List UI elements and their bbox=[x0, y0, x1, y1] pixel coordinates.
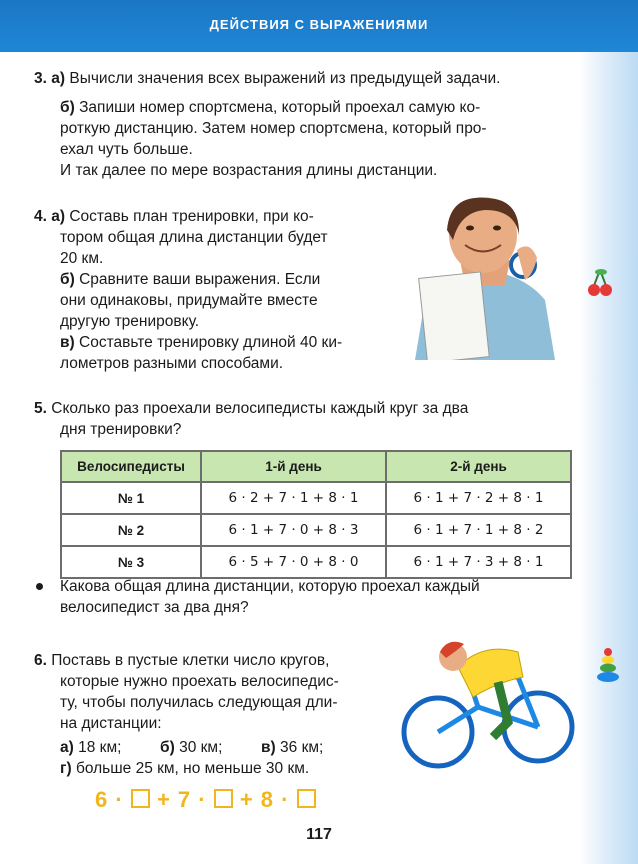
cyclist-illustration bbox=[398, 622, 578, 772]
table-row: № 3 6 · 5 + 7 · 0 + 8 · 0 6 · 1 + 7 · 3 + 8 · 1 bbox=[61, 546, 571, 578]
blank-box[interactable] bbox=[131, 789, 150, 808]
chapter-title: ДЕЙСТВИЯ С ВЫРАЖЕНИЯМИ bbox=[209, 17, 429, 32]
blank-box[interactable] bbox=[297, 789, 316, 808]
page-edge-strip bbox=[580, 52, 638, 864]
cherry-icon bbox=[587, 268, 613, 298]
task3-b: б) Запиши номер спортсмена, который проехал самую ко- роткую дистанцию. Затем номер спортсмена, который про- ехал чуть больше. И так далее по мере возрастания длины дистанции. bbox=[60, 99, 487, 179]
header-cyclists: Велосипедисты bbox=[61, 451, 201, 482]
task5-text: 5. Сколько раз проехали велосипедисты каждый круг за два дня тренировки? bbox=[34, 400, 469, 438]
header-day1: 1-й день bbox=[201, 451, 386, 482]
table-row: № 2 6 · 1 + 7 · 0 + 8 · 3 6 · 1 + 7 · 1 + 8 · 2 bbox=[61, 514, 571, 546]
page-number: 117 bbox=[306, 826, 332, 843]
bullet-marker bbox=[36, 583, 43, 590]
task6-options: а) 18 км; б) 30 км; в) 36 км; г) больше 25 км, но меньше 30 км. bbox=[60, 739, 324, 777]
chapter-header bbox=[0, 0, 638, 52]
task3-a: 3. а) Вычисли значения всех выражений из предыдущей задачи. bbox=[34, 70, 501, 87]
blank-formula: 6 · + 7 · + 8 · bbox=[95, 787, 316, 813]
training-table bbox=[60, 450, 572, 579]
header-day2: 2-й день bbox=[386, 451, 571, 482]
task4-text: 4. а) Составь план тренировки, при ко- тором общая длина дистанции будет 20 км. б) Сравните ваши выражения. Если они одинаковы, придумайте вместе другую тренировку. в) Составьте тренировку длиной 40 ки- лометров разными способами. bbox=[34, 208, 343, 372]
task5-bullet-question: Какова общая длина дистанции, которую проехал каждый велосипедист за два дня? bbox=[60, 578, 480, 616]
task6-text: 6. Поставь в пустые клетки число кругов, которые нужно проехать велосипедис- ту, чтобы получилась следующая дли- на дистанции: bbox=[34, 652, 339, 732]
pyramid-toy-icon bbox=[595, 647, 621, 683]
blank-box[interactable] bbox=[214, 789, 233, 808]
table-row: № 1 6 · 2 + 7 · 1 + 8 · 1 6 · 1 + 7 · 2 + 8 · 1 bbox=[61, 482, 571, 514]
athlete-illustration bbox=[405, 190, 570, 360]
